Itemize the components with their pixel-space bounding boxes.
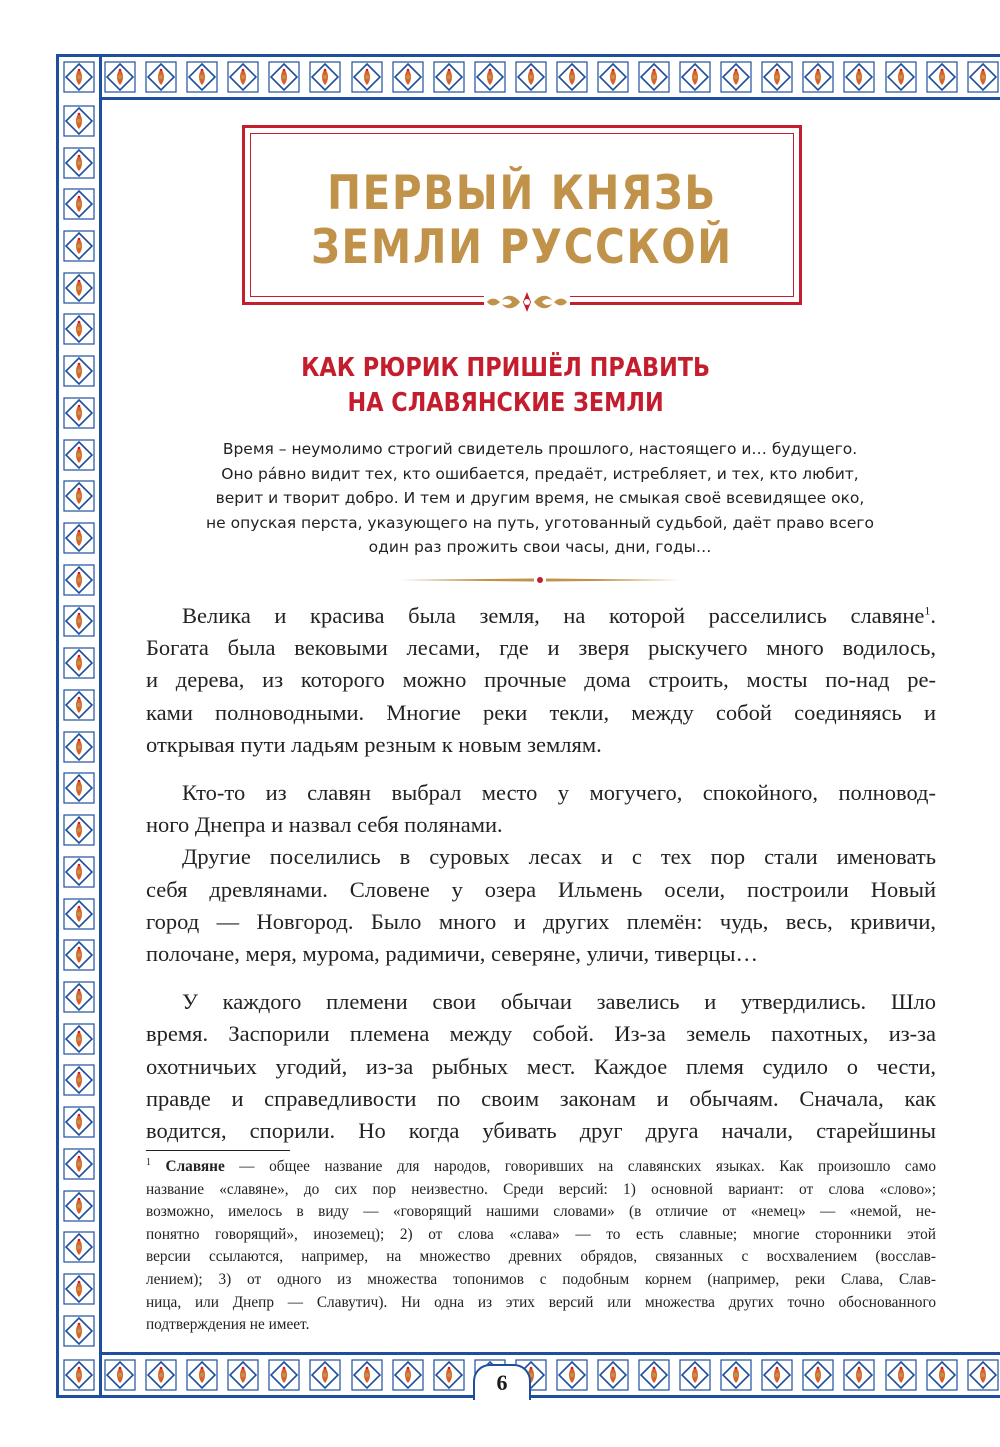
ornament-tile-icon [62, 312, 96, 346]
ornament-tile-icon [144, 60, 178, 94]
ornament-tile-icon [432, 1358, 466, 1392]
text-line: и дерева, из которого можно прочные дома строить, мосты по-над ре- [146, 667, 936, 693]
ornament-tile-icon [925, 1358, 959, 1392]
ornament-tile-icon [62, 1063, 96, 1097]
ornament-tile-icon [62, 771, 96, 805]
ornament-tile-icon [144, 1358, 178, 1392]
text-line: себя древлянами. Словене у озера Ильмень осели, построили Новый [146, 876, 936, 902]
epigraph-line: один раз прожить свои часы, дни, годы… [368, 538, 712, 556]
ornament-tile-icon [62, 1105, 96, 1139]
ornament-tile-icon [884, 60, 918, 94]
footnote-line: возможно, имелось в виду — «говорящий нашими словами» (в отличие от «немец» — «немой, не- [146, 1203, 936, 1221]
ornament-tile-icon [678, 60, 712, 94]
text-line: Кто-то из славян выбрал место у могучего, спокойного, полновод- [182, 780, 936, 806]
ornament-tile-icon [432, 60, 466, 94]
ornament-tile-icon [62, 938, 96, 972]
ornament-tile-icon [62, 438, 96, 472]
ornament-tile-icon [226, 1358, 260, 1392]
ornament-tile-icon [62, 1314, 96, 1348]
ornament-tile-icon [801, 1358, 835, 1392]
title-line-2: ЗЕМЛИ РУССКОЙ [311, 220, 733, 275]
ornament-tile-icon [760, 1358, 794, 1392]
title-frame [242, 125, 802, 305]
ornament-tile-icon [226, 60, 260, 94]
text-line: время. Заспорили племена между собой. Из-за земель пахотных, из-за [146, 1021, 936, 1047]
footnote-line: название «славяне», до сих пор неизвестно. Среди версий: 1) основной вариант: от слова «слово»; [146, 1180, 936, 1198]
ornament-tile-icon [62, 1272, 96, 1306]
footnote-term: Славяне [165, 1158, 225, 1175]
ornament-tile-icon [884, 1358, 918, 1392]
text-line: охотничьих угодий, из-за рыбных мест. Каждое племя судило о чести, [146, 1053, 936, 1079]
ornament-tile-icon [925, 60, 959, 94]
footnote-rule [146, 1150, 290, 1151]
ornament-tile-icon [842, 60, 876, 94]
text-line: город — Новгород. Было много и других племён: чудь, весь, кривичи, [146, 908, 936, 934]
ornament-tile-icon [678, 1358, 712, 1392]
main-text [146, 600, 936, 1147]
ornament-tile-icon [391, 60, 425, 94]
page-number: 6 [473, 1364, 531, 1400]
epigraph [200, 437, 880, 560]
ornament-tile-icon [62, 146, 96, 180]
ornament-row-top [62, 60, 1000, 94]
ornament-tile-icon [62, 187, 96, 221]
ornament-tile-icon [350, 60, 384, 94]
ornament-tile-icon [62, 1358, 96, 1392]
ornament-tile-icon [62, 855, 96, 889]
text-line: открывая пути ладьям резным к новым землям. [146, 731, 602, 757]
epigraph-line: Время – неумолимо строгий свидетель прошлого, настоящего и… будущего. [222, 440, 858, 458]
ornament-tile-icon [62, 229, 96, 263]
ornament-tile-icon [62, 271, 96, 305]
ornament-tile-icon [62, 521, 96, 555]
ornament-tile-icon [62, 60, 96, 94]
text-line: полочане, меря, мурома, радимичи, северяне, уличи, тиверцы… [146, 941, 759, 967]
text-line: водится, спорили. Но когда убивать друг друга начали, старейшины [146, 1118, 936, 1144]
ornament-tile-icon [267, 1358, 301, 1392]
text-line: правде и справедливости по своим законам и обычаям. Сначала, как [146, 1085, 936, 1111]
ornament-tile-icon [719, 60, 753, 94]
ornament-tile-icon [62, 646, 96, 680]
footnote-line: $^1$ Славяне — общее название для народов, говоривших на славянских языках. Как произошло само [146, 1156, 936, 1175]
ornament-tile-icon [62, 1230, 96, 1264]
ornament-tile-icon [350, 1358, 384, 1392]
text-line: Другие поселились в суровых лесах и с тех пор стали именовать [182, 844, 936, 870]
ornament-tile-icon [62, 604, 96, 638]
epigraph-line: Оно ра́вно видит тех, кто ошибается, предаёт, истребляет, и тех, кто любит, [221, 464, 859, 483]
ornament-tile-icon [62, 1147, 96, 1181]
ornament-tile-icon [391, 1358, 425, 1392]
ornament-tile-icon [62, 1189, 96, 1223]
ornament-tile-icon [801, 60, 835, 94]
ornament-tile-icon [62, 813, 96, 847]
ornament-tile-icon [760, 60, 794, 94]
ornament-tile-icon [308, 1358, 342, 1392]
ornament-tile-icon [555, 60, 589, 94]
ornament-tile-icon [473, 60, 507, 94]
ornament-tile-icon [62, 1022, 96, 1056]
ornament-tile-icon [308, 60, 342, 94]
ornament-tile-icon [62, 688, 96, 722]
ornament-tile-icon [596, 1358, 630, 1392]
footnote-line: подтверждения не имеет. [146, 1316, 310, 1334]
footnote-line: лением); 3) от одного из множества топонимов с подобным корнем (например, реки Слава, Слав- [146, 1270, 936, 1288]
ornament-tile-icon [555, 1358, 589, 1392]
ornament-tile-icon [267, 60, 301, 94]
footnote-number: 1 [146, 1156, 151, 1168]
footnote [146, 1156, 936, 1337]
footnote-line: версии ссылаются, например, на множество древних обрядов, связанных с восхвалением (восслав- [146, 1248, 936, 1266]
ornament-tile-icon [62, 730, 96, 764]
ornament-tile-icon [842, 1358, 876, 1392]
ornament-tile-icon [185, 60, 219, 94]
ornament-tile-icon [637, 1358, 671, 1392]
ornament-tile-icon [966, 60, 1000, 94]
title-line-1: ПЕРВЫЙ КНЯЗЬ [327, 166, 717, 221]
ornament-tile-icon [103, 1358, 137, 1392]
ornament-tile-icon [596, 60, 630, 94]
ornament-row-bottom [62, 1358, 1000, 1392]
ornament-tile-icon [966, 1358, 1000, 1392]
ornament-tile-icon [719, 1358, 753, 1392]
ornament-column-left [62, 100, 96, 1352]
epigraph-line: не опуская перста, указующего на путь, уготованный судьбой, даёт право всего [205, 513, 874, 532]
footnote-line: понятно говорящий», иноземец); 2) от слова «слава» — то есть славные; многие сторонники этой [146, 1225, 936, 1243]
text-line: ками полноводными. Многие реки текли, между собой соединяясь и [146, 699, 936, 725]
footnote-mark: 1 [924, 603, 931, 618]
epigraph-line: верит и творит добро. И тем и другим время, не смыкая своё всевидящее око, [215, 489, 865, 507]
text-line: Велика и красива была земля, на которой расселились славяне$^1$. [182, 603, 936, 628]
ornament-tile-icon [62, 563, 96, 597]
ornament-tile-icon [637, 60, 671, 94]
ornament-tile-icon [62, 897, 96, 931]
subtitle-line-2: НА СЛАВЯНСКИЕ ЗЕМЛИ [347, 388, 664, 418]
ornament-tile-icon [185, 1358, 219, 1392]
divider-ornament-icon [400, 570, 680, 576]
footnote-line: ница, или Днепр — Славутич). Ни одна из этих версий или множества других точно обоснованного [146, 1293, 936, 1311]
ornament-tile-icon [103, 60, 137, 94]
ornament-tile-icon [62, 980, 96, 1014]
text-line: Богата была вековыми лесами, где и зверя рыскучего много водилось, [146, 635, 936, 661]
ornament-tile-icon [514, 60, 548, 94]
ornament-tile-icon [62, 104, 96, 138]
flourish-icon [484, 288, 570, 316]
text-line: ного Днепра и назвал себя полянами. [146, 812, 503, 838]
text-line: У каждого племени свои обычаи завелись и утвердились. Шло [182, 989, 936, 1015]
ornament-tile-icon [62, 479, 96, 513]
subtitle-line-1: КАК РЮРИК ПРИШЁЛ ПРАВИТЬ [301, 353, 711, 383]
